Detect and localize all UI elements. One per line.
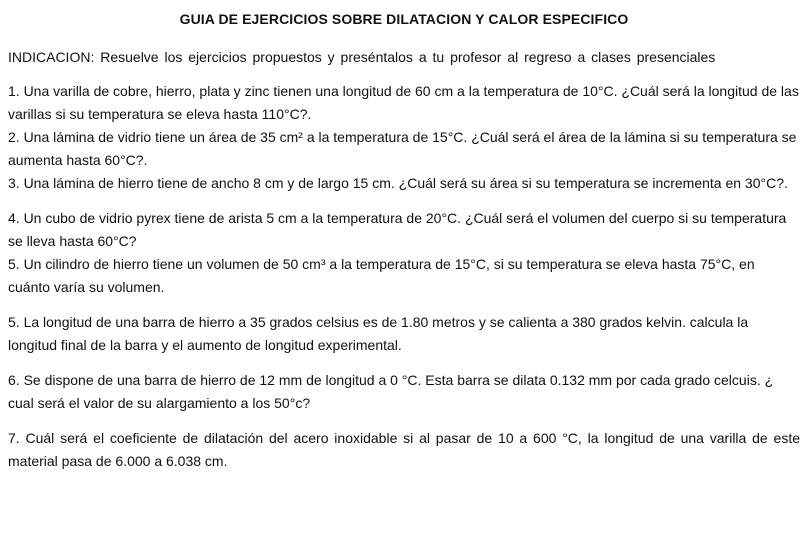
exercise-4: 4. Un cubo de vidrio pyrex tiene de arista 5 cm a la temperatura de 20°C. ¿Cuál será el volumen del cuerpo si su temperatura se lleva hasta 60°C?: [8, 210, 787, 249]
document-title: GUIA DE EJERCICIOS SOBRE DILATACION Y CALOR ESPECIFICO: [179, 11, 629, 27]
exercise-1: 1. Una varilla de cobre, hierro, plata y zinc tienen una longitud de 60 cm a la temperatura de 10°C. ¿Cuál será la longitud de las varillas si su temperatura se eleva hasta 110°C?.: [8, 83, 799, 122]
instruction-paragraph: INDICACION: Resuelve los ejercicios propuestos y preséntalos a tu profesor al regreso a clases presenciales: [8, 49, 716, 65]
exercise-7: 7. Cuál será el coeficiente de dilatación del acero inoxidable si al pasar de 10 a 600 °C, la longitud de una varilla de este material pasa de 6.000 a 6.038 cm.: [8, 430, 800, 469]
exercise-5a: 5. Un cilindro de hierro tiene un volumen de 50 cm³ a la temperatura de 15°C, si su temperatura se eleva hasta 75°C, en cuánto varía su volumen.: [8, 256, 755, 295]
exercise-6: 6. Se dispone de una barra de hierro de 12 mm de longitud a 0 °C. Esta barra se dilata 0.132 mm por cada grado celcuis. ¿ cual será el valor de su alargamiento a los 50°c?: [8, 372, 774, 411]
exercise-5b: 5. La longitud de una barra de hierro a 35 grados celsius es de 1.80 metros y se calienta a 380 grados kelvin. calcula la longitud final de la barra y el aumento de longitud experimental.: [8, 314, 749, 353]
exercise-3: 3. Una lámina de hierro tiene de ancho 8 cm y de largo 15 cm. ¿Cuál será su área si su temperatura se incrementa en 30°C?.: [8, 175, 788, 191]
exercise-2: 2. Una lámina de vidrio tiene un área de 35 cm² a la temperatura de 15°C. ¿Cuál será el área de la lámina si su temperatura se aumenta hasta 60°C?.: [8, 129, 797, 168]
